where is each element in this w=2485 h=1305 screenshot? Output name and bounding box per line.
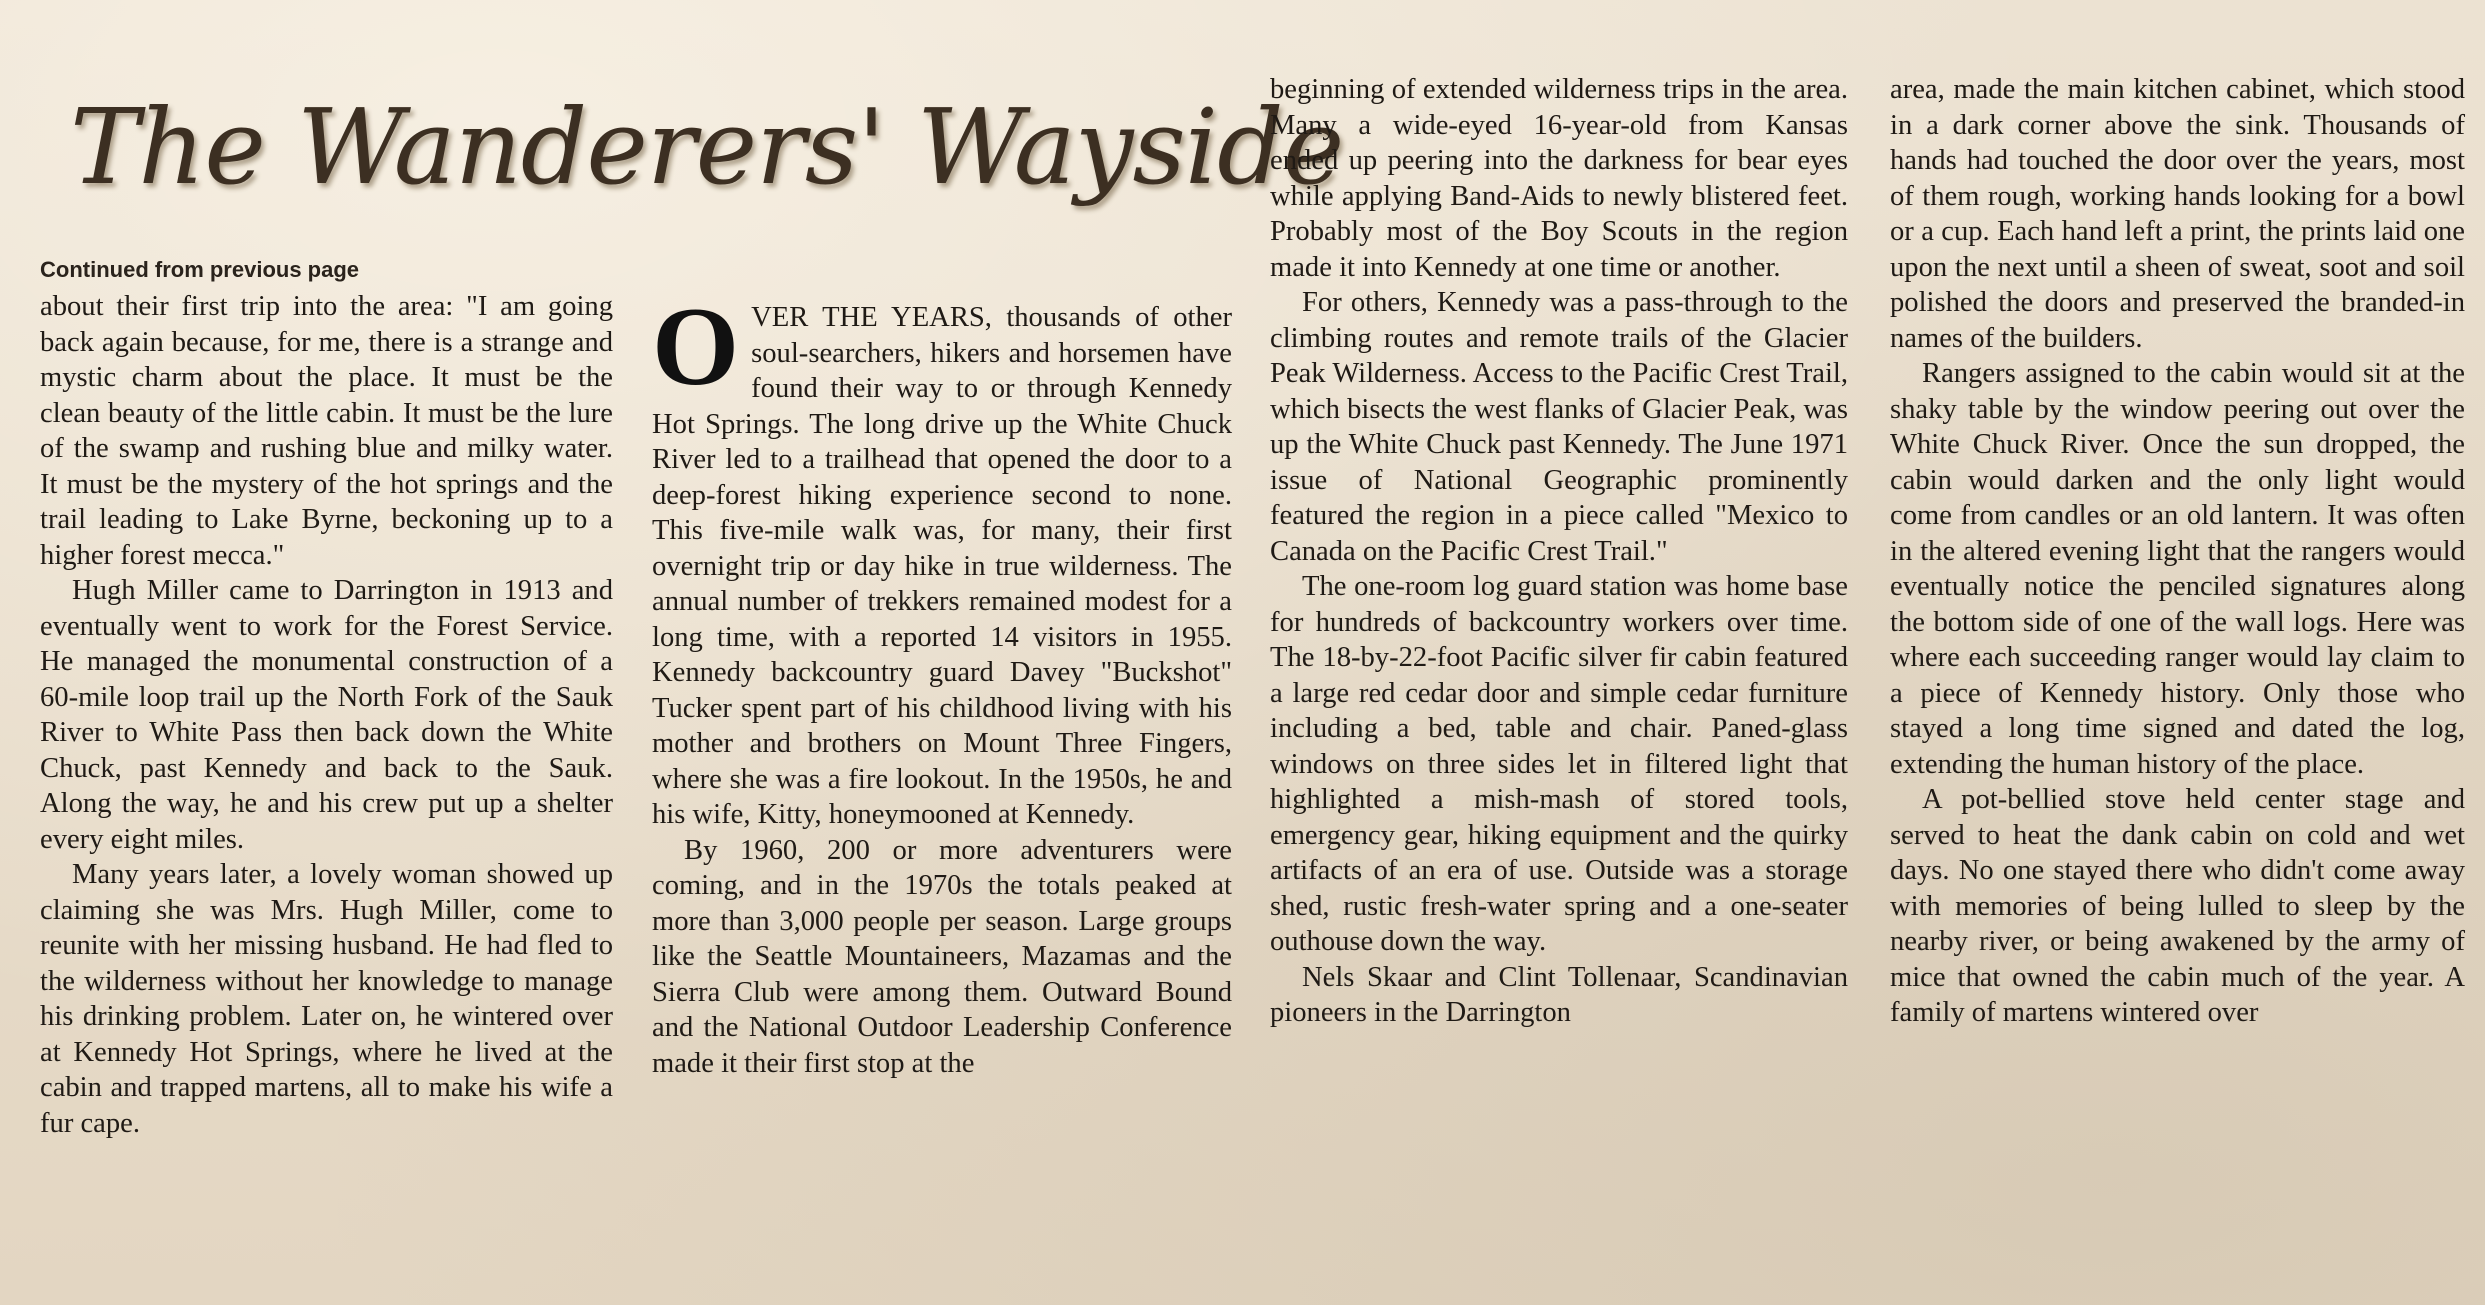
lead-in: VER THE YEARS, [751,302,992,333]
paragraph: Nels Skaar and Clint Tollenaar, Scandinavian pioneers in the Darrington [1270,961,1848,1028]
article-column-2 [652,285,1232,1081]
paragraph-text: thousands of other soul-searchers, hikers and horsemen have found their way to or through Kennedy Hot Springs. The long drive up the White Chuck River led to a trailhead that opened the door to a deep-forest hiking experience second to none. This five-mile walk was, for many, their first overnight trip or day hike in true wilderness. The annual number of trekkers remained modest for a long time, with a reported 14 visitors in 1955. Kennedy backcountry guard Davey "Buckshot" Tucker spent part of his childhood living with his mother and brothers on Mount Three Fingers, where she was a fire lookout. In the 1950s, he and his wife, Kitty, honeymooned at Kennedy. [652,302,1232,830]
masthead-title: The Wanderers' Wayside [70,86,1344,208]
paragraph: Many years later, a lovely woman showed up claiming she was Mrs. Hugh Miller, come to reunite with her missing husband. He had fled to the wilderness without her knowledge to manage his drinking problem. Later on, he wintered over at Kennedy Hot Springs, where he lived at the cabin and trapped martens, all to make his wife a fur cape. [40,859,613,1139]
lead-paragraph [652,285,1232,833]
continued-label: Continued from previous page [40,257,360,282]
paragraph: The one-room log guard station was home base for hundreds of backcountry workers over time. The 18-by-22-foot Pacific silver fir cabin featured a large red cedar door and simple cedar furniture including a bed, table and chair. Paned-glass windows on three sides let in filtered light that highlighted a mish-mash of stored tools, emergency gear, hiking equipment and the quirky artifacts of an era of use. Outside was a storage shed, rustic fresh-water spring and a one-seater outhouse down the way. [1270,571,1848,957]
paragraph: Hugh Miller came to Darrington in 1913 and eventually went to work for the Forest Service. He managed the monumental construction of a 60-mile loop trail up the North Fork of the Sauk River to White Pass then back down the White Chuck, past Kennedy and back to the Sauk. Along the way, he and his crew put up a shelter every eight miles. [40,575,613,855]
paragraph: Rangers assigned to the cabin would sit at the shaky table by the window peering out over the White Chuck River. Once the sun dropped, the cabin would darken and the only light would come from candles or an old lantern. It was often in the altered evening light that the rangers would eventually notice the penciled signatures along the bottom side of one of the wall logs. Here was where each succeeding ranger would lay claim to a piece of Kennedy history. Only those who stayed a long time signed and dated the log, extending the human history of the place. [1890,358,2465,780]
article-column-4 [1890,72,2465,1031]
article-column-1 [40,255,613,1141]
paragraph: A pot-bellied stove held center stage and served to heat the dank cabin on cold and wet days. No one stayed there who didn't come away with memories of being lulled to sleep by the nearby river, or being awakened by the army of mice that owned the cabin much of the year. A family of martens wintered over [1890,784,2465,1028]
article-column-3 [1270,72,1848,1031]
paragraph: about their first trip into the area: "I am going back again because, for me, there is a strange and mystic charm about the place. It must be the clean beauty of the little cabin. It must be the lure of the swamp and rushing blue and milky water. It must be the mystery of the hot springs and the trail leading to Lake Byrne, beckoning up to a higher forest mecca." [40,291,613,571]
paragraph: By 1960, 200 or more adventurers were coming, and in the 1970s the totals peaked at more than 3,000 people per season. Large groups like the Seattle Mountaineers, Mazamas and the Sierra Club were among them. Outward Bound and the National Outdoor Leadership Conference made it their first stop at the [652,834,1232,1079]
paragraph: For others, Kennedy was a pass-through to the climbing routes and remote trails of the Glacier Peak Wilderness. Access to the Pacific Crest Trail, which bisects the west flanks of Glacier Peak, was up the White Chuck past Kennedy. The June 1971 issue of National Geographic prominently featured the region in a piece called "Mexico to Canada on the Pacific Crest Trail." [1270,287,1848,567]
paragraph: beginning of extended wilderness trips in the area. Many a wide-eyed 16-year-old from Kansas ended up peering into the darkness for bear eyes while applying Band-Aids to newly blistered feet. Probably most of the Boy Scouts in the region made it into Kennedy at one time or another. [1270,74,1848,283]
paragraph: area, made the main kitchen cabinet, which stood in a dark corner above the sink. Thousands of hands had touched the door over the years, most of them rough, working hands looking for a bowl or a cup. Each hand left a print, the prints laid one upon the next until a sheen of sweat, soot and soil polished the doors and preserved the branded-in names of the builders. [1890,74,2465,354]
drop-cap: O [652,285,740,409]
